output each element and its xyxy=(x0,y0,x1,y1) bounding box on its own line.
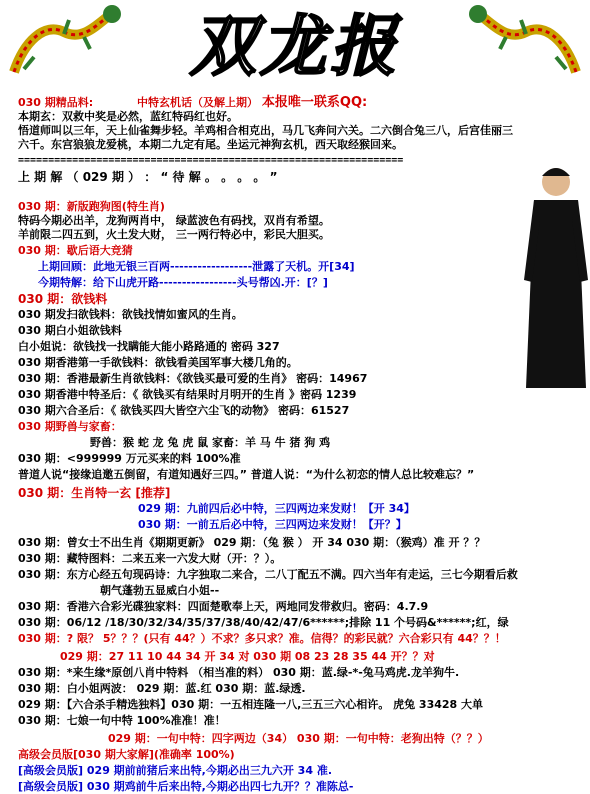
text-line: 030 期：香港最新生肖欲钱料：《欲钱买最可爱的生肖》 密码：14967 xyxy=(18,372,368,385)
section-heading: 030 期：新版跑狗图(特生肖) xyxy=(18,200,165,213)
text-line: 030 期：东方心经五句现码诗：九字独取二来合，二八丁配五不满。四六当年有走运，三七今期看后救 xyxy=(18,568,518,581)
text-line: 030 期：七娘一句中特 100%准准！准！ xyxy=(18,714,226,727)
text-line: 白小姐说：欲钱找一找瞒能大能小路路通的 密码 327 xyxy=(18,340,280,353)
text-line: [高级会员版] 029 期前前猪后来出特,今期必出三九六开 34 准. xyxy=(18,764,332,777)
section-heading: 030 期：生肖特一玄 [推荐] xyxy=(18,486,171,500)
text-line: 上 期 解 （ 029 期 ） ： “ 待 解 。 。 。 。 ” xyxy=(18,170,278,184)
section-heading: 030 期：欲钱料 xyxy=(18,292,108,306)
text-line: 普道人说“接缘追邀五倒留，有道知遇好三四。” 普道人说：“为什么初恋的情人总比较难忘？” xyxy=(18,468,475,481)
text-line: 029 期：一句中特：四字两边（34） 030 期：一句中特：老狗出特（？？） xyxy=(108,732,489,745)
text-line: 030 期：曾女士不出生肖《期期更新》 029 期：（兔 猴 ） 开 34 030 期：（猴鸡）准 开 ？？ xyxy=(18,536,486,549)
text-line: 上期回顾：此地无银三百两------------------泄露了天机。开[34] xyxy=(38,260,355,273)
text-line: 特码今期必出羊，龙狗两肖中， 绿蓝波色有码找，双肖有希望。 xyxy=(18,214,330,227)
text-line: 030 期发扫欲钱料：欲钱找情如蜜风的生肖。 xyxy=(18,308,243,321)
text-line: 030 期：香港六合彩光碟独家料：四面楚歌奉上天，两地同发带救归。密码：4.7.9 xyxy=(18,600,429,613)
text-line: 野兽：猴 蛇 龙 兔 虎 鼠 家畜：羊 马 牛 猪 狗 鸡 xyxy=(90,436,331,449)
text-line: 030 期：? 限？ 5？？？(只有 44？）不求？多只求？准。信得？的彩民就？六合彩只有 44？？！ xyxy=(18,632,506,645)
text-line: 030 期：一前五后必中特，三四两边来发财！【开？】 xyxy=(138,518,407,531)
text-line: 悟道师叫以三年，天上仙雀舞步轻。羊鸡相合相克出，马几飞奔问六关。二六倒合兔三八，后宫佳丽三 xyxy=(18,124,513,137)
item-label: 中特玄机话（及解上期） xyxy=(137,96,259,109)
text-line: 029 期：【六合杀手精选独料】030 期：一五相连隆一八,三五三六心相许。 虎兔 33428 大单 xyxy=(18,698,484,711)
text-line: [高级会员版] 030 期鸡前牛后来出特,今期必出四七九开？？准陈总- xyxy=(18,780,354,793)
item-header xyxy=(18,96,367,110)
section-heading: 030 期：歇后语大竞猜 xyxy=(18,244,133,257)
text-line: 今期特解：给下山虎开路-----------------头号帮凶.开：[？] xyxy=(38,276,328,289)
text-line: 030 期：藏特图料：二来五来一六发大财（开：？）。 xyxy=(18,552,282,565)
person-figure xyxy=(520,160,590,390)
text-line: 030 期：<999999 万元买来的料 100%准 xyxy=(18,452,241,465)
text-line: 030 期：*来生缘*原创八肖中特料 （相当准的料） 030 期：蓝.绿-*-兔马鸡虎.龙羊狗牛. xyxy=(18,666,460,679)
text-line: 030 期香港第一手欲钱料：欲钱看美国军事大楼几角的。 xyxy=(18,356,298,369)
text-line: 本期玄：双救中奖是必然，蓝红特码红也好。 xyxy=(18,110,238,123)
section-heading: 高级会员版[030 期大家解](准确率 100%) xyxy=(18,748,235,761)
text-line: 030 期六合圣后：《 欲钱买四大皆空六尘飞的动物》 密码：61527 xyxy=(18,404,350,417)
dragon-icon xyxy=(4,2,124,88)
text-line: 030 期香港中特圣后：《 欲钱买有结果时月明开的生肖 》密码 1239 xyxy=(18,388,357,401)
section-heading: 030 期野兽与家畜： xyxy=(18,420,122,433)
header xyxy=(0,0,590,96)
text-line: 029 期：九前四后必中特，三四两边来发财！【开 34】 xyxy=(138,502,415,515)
text-line: 029 期：27 11 10 44 34 开 34 对 030 期 08 23 28 35 44 开？？对 xyxy=(60,650,435,663)
text-line: 030 期：白小姐两波： 029 期：蓝.红 030 期：蓝.绿透. xyxy=(18,682,306,695)
separator: ================================================================ xyxy=(18,155,404,166)
dragon-icon xyxy=(466,2,586,88)
text-line: 030 期白小姐欲钱料 xyxy=(18,324,122,337)
text-line: 羊前限二四五到，火土发大财， 三一两行特必中，彩民大胆买。 xyxy=(18,228,330,241)
page-title: 双龙报 xyxy=(190,7,400,85)
text-line: 朝气蓬勃五显威白小姐-- xyxy=(100,584,220,597)
text-line: 030 期：06/12 /18/30/32/34/35/37/38/40/42/47/6******;排除 11 个号码&******;红，绿 xyxy=(18,616,509,629)
text-line: 六千。东宫狼狼龙爱桃，本期二九定有尾。坐运元神狗玄机，西天取经猴回来。 xyxy=(18,138,403,151)
item-label: 030 期精品料: xyxy=(18,96,94,109)
item-label: 本报唯一联系QQ: xyxy=(261,95,368,110)
